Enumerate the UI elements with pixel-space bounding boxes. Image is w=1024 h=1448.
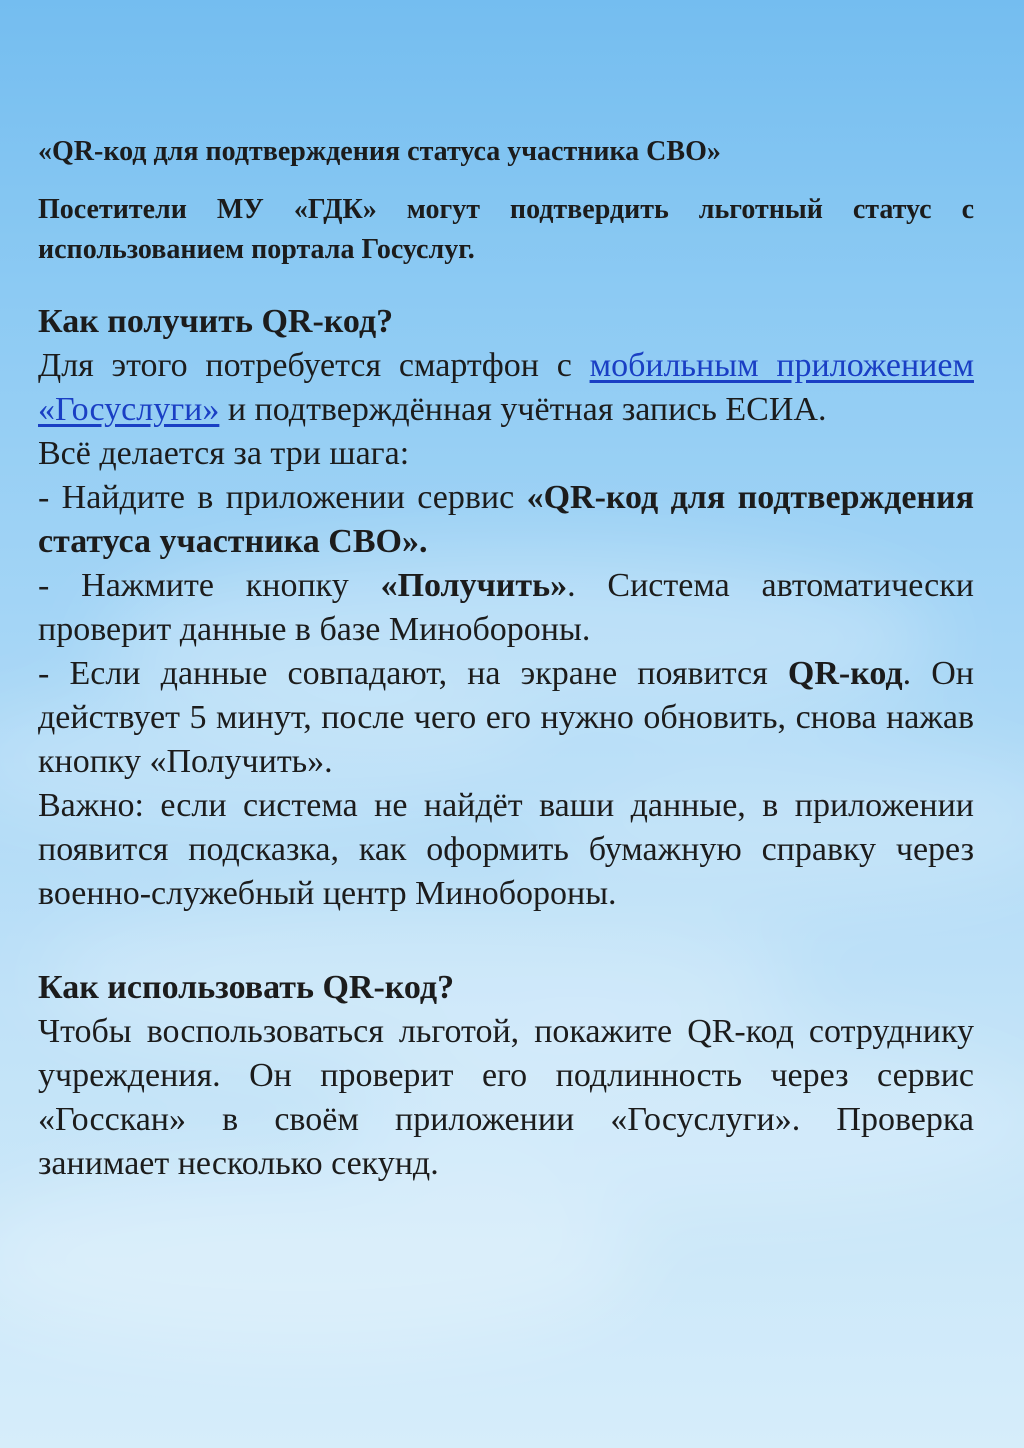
section-heading-use-qr: Как использовать QR-код? <box>38 969 455 1006</box>
step-3-text: - Если данные совпадают, на экране появится <box>38 655 788 692</box>
usage-paragraph: Чтобы воспользоваться льготой, покажите QR-код сотруднику учреждения. Он проверит его подлинность через сервис «Госскан» в своём приложении «Госуслуги». Проверка занимает несколько секунд. <box>38 1013 974 1182</box>
intro-text: Посетители МУ «ГДК» могут подтвердить льготный статус с использованием портала Госуслуг. <box>38 194 974 265</box>
step-2-button-name: «Получить» <box>380 567 568 604</box>
step-2 <box>38 564 974 652</box>
requirements-text: Для этого потребуется смартфон с <box>38 347 590 384</box>
requirements-paragraph <box>38 344 974 432</box>
section-heading-get-qr: Как получить QR-код? <box>38 303 394 340</box>
step-1-text: - Найдите в приложении сервис <box>38 479 527 516</box>
requirements-text-rest: и подтверждённая учётная запись ЕСИА. <box>219 391 827 428</box>
step-3-text-rest: . Он действует 5 минут, после чего его нужно обновить, снова нажав кнопку «Получить». <box>38 655 974 780</box>
important-note: Важно: если система не найдёт ваши данные, в приложении появится подсказка, как оформить бумажную справку через военно-служебный центр Минобороны. <box>38 787 974 912</box>
step-2-text-rest: . Система автоматически проверит данные в базе Минобороны. <box>38 567 974 648</box>
document-title: «QR-код для подтверждения статуса участника СВО» <box>38 136 721 167</box>
steps-intro: Всё делается за три шага: <box>38 435 410 472</box>
step-2-text: - Нажмите кнопку <box>38 567 381 604</box>
step-3 <box>38 652 974 784</box>
step-1-service-name: «QR-код для подтверждения статуса участника СВО». <box>38 479 974 560</box>
step-3-qr-code: QR-код <box>787 655 903 692</box>
step-1 <box>38 476 974 564</box>
document-page <box>38 128 974 1186</box>
gosuslugi-app-link[interactable]: мобильным приложением «Госуслуги» <box>38 347 974 428</box>
